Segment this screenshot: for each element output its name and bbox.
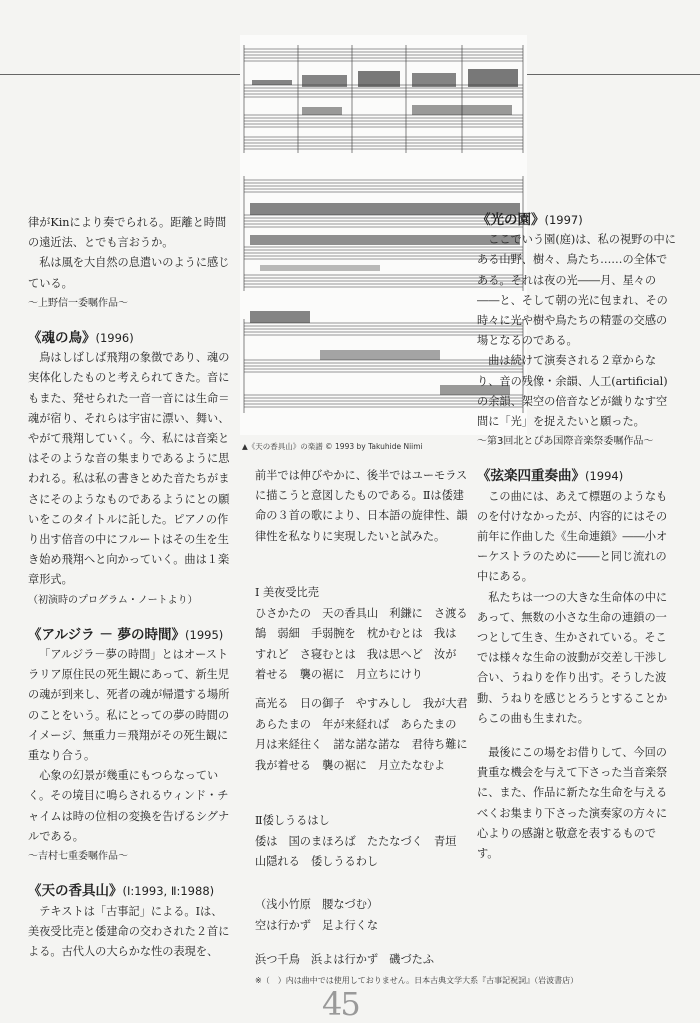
poem-line: （浅小竹原 腰なづむ）	[255, 898, 379, 911]
credit-line: ～第3回北とぴあ国際音楽祭委嘱作品～	[477, 436, 654, 448]
poem-line: 浜つ千鳥 浜よは行かず 磯づたふ	[255, 953, 435, 966]
poem-line: すれど さ寝むとは 我は思へど 汝が	[255, 647, 457, 661]
intro-paragraph: 律がKinにより奏でられる。距離と時間の遠近法、とでも言おうか。	[28, 216, 227, 250]
section-body: 心象の幻景が幾重にもつらなっていく。その境目に鳴らされるウィンド・チャイムは時の位相の変換を告げるシグナルである。	[28, 769, 230, 843]
section-heading: 《魂の鳥》(1996)	[28, 330, 134, 347]
section-heading: 《弦楽四重奏曲》(1994)	[477, 468, 624, 485]
poem-block	[255, 694, 468, 776]
column-middle	[255, 466, 470, 547]
credit-line: ～吉村七重委嘱作品～	[28, 851, 128, 863]
score-caption: ▲《天の香具山》の楽譜 © 1993 by Takuhide Niimi	[242, 442, 423, 451]
poem-line: 月は来経往く 諾な諾な諾な 君待ち難に	[255, 738, 468, 751]
poem-line: 空は行かず 足よ行くな	[255, 918, 379, 932]
section-body: 私たちは一つの大きな生命体の中にあって、無数の小さな生命の連鎖の一つとして生き、生かされている。そこでは様々な生命の波動が交差し干渉し合い、うねりを作り出す。そうした波動、うねりを感じとろうとすることからこの曲も生まれた。	[477, 590, 668, 725]
poem-line: 着せる 襲の裾に 月立ちにけり	[255, 668, 423, 681]
column-left	[28, 213, 233, 962]
intro-paragraph: 私は風を大自然の息遣いのように感じている。	[28, 256, 230, 290]
section-body: ここでいう園(庭)は、私の視野の中にある山野、樹々、鳥たち……の全体である。それは夜の光――月、星々の――と、そして朝の光に包まれ、その時々に光や樹や鳥たちの精霊の交感の場となるのである。	[477, 233, 676, 348]
footnote: ※（ ）内は曲中では使用しておりません。日本古典文学大系『古事記祝詞』（岩波書店）	[255, 976, 579, 985]
poem-block	[255, 811, 456, 873]
poem-line: 鵠 弱細 手弱腕を 枕かむとは 我は	[255, 627, 457, 640]
poem-line: ひさかたの 天の香具山 利鎌に さ渡る	[255, 606, 468, 620]
poem-line: Ⅰ 美夜受比売	[255, 586, 319, 599]
poem-line: Ⅱ倭しうるはし	[255, 814, 330, 827]
section-body: 曲は続けて演奏される２章からなり、音の残像・余韻、人工(artificial)の余韻、架空の倍音などが織りなす空間に「光」を捉えたいと願った。	[477, 354, 668, 429]
poem-block	[255, 895, 378, 936]
poem-block	[255, 583, 468, 686]
credit-line: （初演時のプログラム・ノートより）	[28, 594, 198, 606]
section-body: この曲には、あえて標題のようなものを付けなかったが、内容的にはその前年に作曲した《生命連鎖》――小オーケストラのために――と同じ流れの中にある。	[477, 489, 668, 584]
section-heading: 《天の香具山》(Ⅰ:1993, Ⅱ:1988)	[28, 883, 215, 900]
section-body: テキストは「古事記」による。Ⅰは、美夜受比売と倭建命の交わされた２首による。古代人の大らかな性の表現を、	[28, 904, 230, 958]
section-heading: 《光の園》(1997)	[477, 212, 583, 228]
poem-line: あらたまの 年が来経れば あらたまの	[255, 717, 457, 731]
credit-line: ～上野信一委嘱作品～	[28, 297, 128, 309]
section-heading: 《アルジラ － 夢の時間》(1995)	[28, 626, 224, 643]
poem-line: 我が着せる 襲の裾に 月立たなむよ	[255, 758, 446, 772]
poem-line: 高光る 日の御子 やすみしし 我が大君	[255, 697, 468, 710]
poem-line: 倭は 国のまほろば たたなづく 青垣	[255, 834, 457, 848]
column-right	[477, 210, 677, 864]
poem-line: 山隠れる 倭しうるわし	[255, 855, 379, 868]
section-body: 鳥はしばしば飛翔の象徴であり、魂の実体化したものと考えられてきた。音にもまた、発せられた一音一音には生命＝魂が宿り、それらは宇宙に漂い、舞い、やがて飛翔していく。今、私には音楽とはそのような音の集まりであるように思われる。私は私の書きとめた音たちがまさにそのようなものであるようにとの願いをこのタイトルに託した。ピアノの作り出す倍音の中にフルートはその生を生き始め飛翔へと向かっていく。曲は１楽章形式。	[28, 351, 230, 587]
section-body: 「アルジラ－夢の時間」とはオーストラリア原住民の死生観にあって、新生児の魂が到来し、死者の魂が帰還する場所のことをいう。私にとっての夢の時間のイメージ、無重力＝飛翔がその死生観に重なり合う。	[28, 648, 230, 763]
closing-paragraph: 最後にこの場をお借りして、今回の貴重な機会を与えて下さった当音楽祭に、また、作品に新たな生命を与えるべくお集まり下さった演奏家の方々に心よりの感謝と敬意を表するものです。	[477, 746, 668, 861]
section-body: 前半では伸びやかに、後半ではユーモラスに描こうと意図したものである。Ⅱは倭建命の３首の歌により、日本語の旋律性、韻律性を私なりに実現したいと試みた。	[255, 469, 468, 543]
poem-block	[255, 950, 434, 971]
page-number: 45	[322, 985, 359, 1023]
